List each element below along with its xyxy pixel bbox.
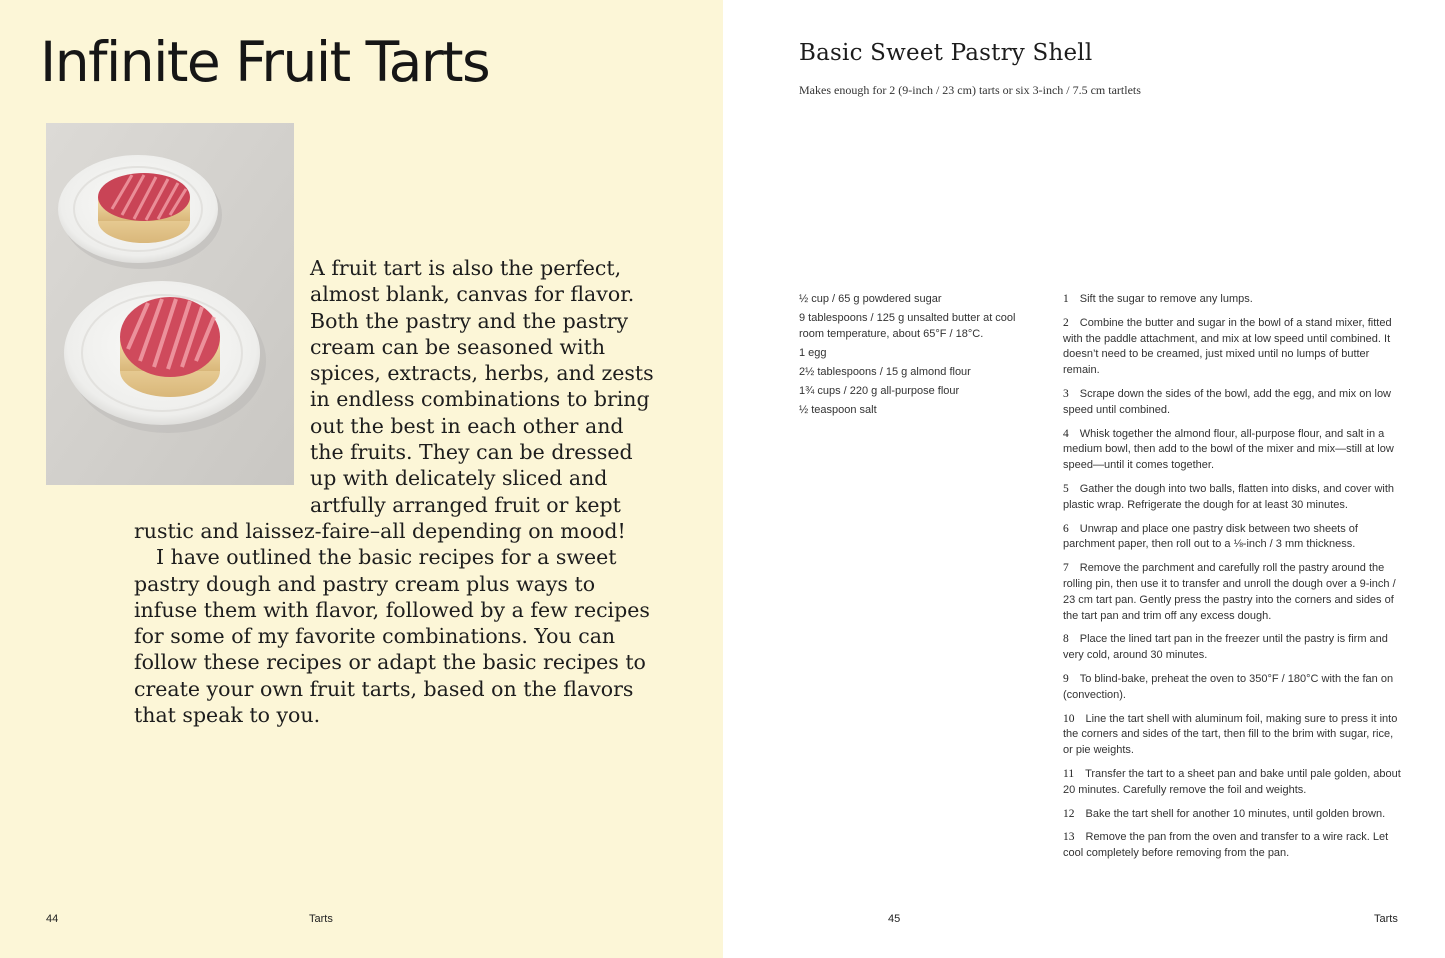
step-number: 12 xyxy=(1063,807,1075,820)
step-number: 4 xyxy=(1063,427,1069,440)
method-step xyxy=(1063,522,1403,554)
method-step xyxy=(1063,767,1403,799)
ingredient-item: 2½ tablespoons / 15 g almond flour xyxy=(799,365,971,378)
step-text: Line the tart shell with aluminum foil, making sure to press it into the corners and sides of the tart, then fill to the brim with sugar, rice, or pie weights. xyxy=(1063,712,1398,757)
method-step xyxy=(1063,387,1403,419)
intro-paragraph: A fruit tart is also the perfect, almost blank, canvas for flavor. Both the pastry and the pastry cream can be seasoned with spices, extracts, herbs, and zests in endless combinations to bring out the best in each other and the fruits. They can be dressed up with delicately sliced and artfully arranged fruit or kept rustic and laissez-faire–all depending on mood! xyxy=(134,256,654,543)
running-section: Tarts xyxy=(1374,913,1398,925)
ingredient-item: ½ cup / 65 g powdered sugar xyxy=(799,293,942,305)
method-step xyxy=(1063,316,1403,379)
page-number: 44 xyxy=(46,913,59,925)
chapter-title: Infinite Fruit Tarts xyxy=(40,30,490,94)
step-number: 2 xyxy=(1063,316,1069,329)
step-text: Sift the sugar to remove any lumps. xyxy=(1079,293,1253,305)
step-text: Place the lined tart pan in the freezer until the pastry is firm and very cold, around 30 minutes. xyxy=(1063,633,1388,662)
step-number: 10 xyxy=(1063,712,1075,725)
step-text: Scrape down the sides of the bowl, add the egg, and mix on low speed until combined. xyxy=(1063,387,1391,416)
method-step xyxy=(1063,807,1403,823)
method-step xyxy=(1063,482,1403,514)
step-number: 11 xyxy=(1063,767,1075,780)
photo-wrap-spacer xyxy=(134,255,310,492)
page-number: 45 xyxy=(888,913,901,925)
step-number: 7 xyxy=(1063,562,1069,575)
method-step xyxy=(1063,632,1403,664)
step-text: Remove the pan from the oven and transfer to a wire rack. Let cool completely before removing from the pan. xyxy=(1063,831,1389,860)
step-text: Unwrap and place one pastry disk between two sheets of parchment paper, then roll out to a ⅛-inch / 3 mm thickness. xyxy=(1063,522,1358,551)
step-number: 13 xyxy=(1063,831,1075,844)
intro-paragraph: I have outlined the basic recipes for a sweet pastry dough and pastry cream plus ways to infuse them with flavor, followed by a few recipes for some of my favorite combinations. You can follow these recipes or adapt the basic recipes to create your own fruit tarts, based on the flavors that speak to you. xyxy=(134,545,650,728)
method-steps xyxy=(1063,292,1403,870)
step-number: 1 xyxy=(1063,293,1069,305)
ingredient-item: 1¾ cups / 220 g all-purpose flour xyxy=(799,384,960,397)
step-text: Combine the butter and sugar in the bowl of a stand mixer, fitted with the paddle attachment, and mix at low speed until combined. It doesn’t need to be creamed, just mixed until no lumps of butter remain. xyxy=(1063,316,1392,377)
recipe-title: Basic Sweet Pastry Shell xyxy=(799,40,1093,66)
step-number: 8 xyxy=(1063,633,1069,646)
step-number: 6 xyxy=(1063,522,1069,535)
ingredient-item: 9 tablespoons / 125 g unsalted butter at cool room temperature, about 65°F / 18°C. xyxy=(799,312,1016,340)
step-text: Transfer the tart to a sheet pan and bake until pale golden, about 20 minutes. Carefully remove the foil and weights. xyxy=(1063,767,1401,796)
step-text: Whisk together the almond flour, all-purpose flour, and salt in a medium bowl, then add to the bowl of the mixer and mix—still at low speed—until it comes together. xyxy=(1063,427,1394,472)
intro-text xyxy=(134,255,654,728)
step-text: Gather the dough into two balls, flatten into disks, and cover with plastic wrap. Refrigerate the dough for at least 30 minutes. xyxy=(1063,482,1395,511)
ingredient-item: 1 egg xyxy=(799,346,827,359)
method-step xyxy=(1063,830,1403,862)
running-section: Tarts xyxy=(309,913,333,925)
ingredient-item: ½ teaspoon salt xyxy=(799,403,877,416)
step-text: To blind-bake, preheat the oven to 350°F / 180°C with the fan on (convection). xyxy=(1063,672,1394,701)
step-number: 3 xyxy=(1063,387,1069,400)
ingredient-list xyxy=(799,292,1039,422)
recipe-yield: Makes enough for 2 (9-inch / 23 cm) tarts or six 3-inch / 7.5 cm tartlets xyxy=(799,83,1141,97)
method-step xyxy=(1063,292,1403,308)
step-number: 9 xyxy=(1063,672,1069,685)
step-text: Bake the tart shell for another 10 minutes, until golden brown. xyxy=(1085,807,1386,820)
method-step xyxy=(1063,712,1403,759)
step-text: Remove the parchment and carefully roll the pastry around the rolling pin, then use it to transfer and unroll the dough over a 9-inch / 23 cm tart pan. Gently press the pastry into the corners and sides of the tart pan and trim off any excess dough. xyxy=(1063,562,1396,622)
method-step xyxy=(1063,427,1403,474)
step-number: 5 xyxy=(1063,482,1069,495)
method-step xyxy=(1063,561,1403,624)
method-step xyxy=(1063,672,1403,704)
